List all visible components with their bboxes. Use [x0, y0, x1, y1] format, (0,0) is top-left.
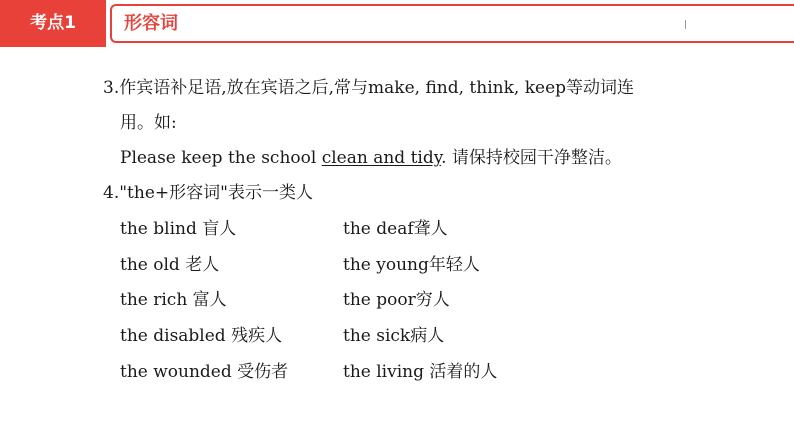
example-sentence	[120, 147, 622, 169]
point-3-line-1: 3.作宾语补足语,放在宾语之后,常与make, find, think, keep等动词连	[103, 78, 635, 98]
pair-right-4: the sick病人	[343, 326, 445, 346]
pair-left-4: the disabled 残疾人	[120, 326, 283, 346]
pair-right-1: the deaf聋人	[343, 219, 448, 239]
example-underlined-phrase: clean and tidy	[321, 148, 442, 168]
point-3-line-2: 用。如:	[120, 113, 177, 133]
example-prefix: Please keep the school	[120, 148, 322, 168]
header	[0, 0, 794, 47]
pair-left-2: the old 老人	[120, 255, 220, 275]
example-suffix: . 请保持校园干净整洁。	[441, 148, 622, 168]
pair-left-5: the wounded 受伤者	[120, 362, 289, 382]
header-tick-mark	[685, 20, 686, 29]
pair-right-2: the young年轻人	[343, 255, 480, 275]
pair-right-3: the poor穷人	[343, 290, 450, 310]
pair-left-1: the blind 盲人	[120, 219, 237, 239]
header-tag: 考点1	[0, 0, 106, 47]
point-4-heading: 4."the+形容词"表示一类人	[103, 183, 313, 203]
header-bar	[110, 4, 794, 43]
pair-right-5: the living 活着的人	[343, 362, 498, 382]
header-title: 形容词	[124, 13, 178, 34]
pair-left-3: the rich 富人	[120, 290, 227, 310]
